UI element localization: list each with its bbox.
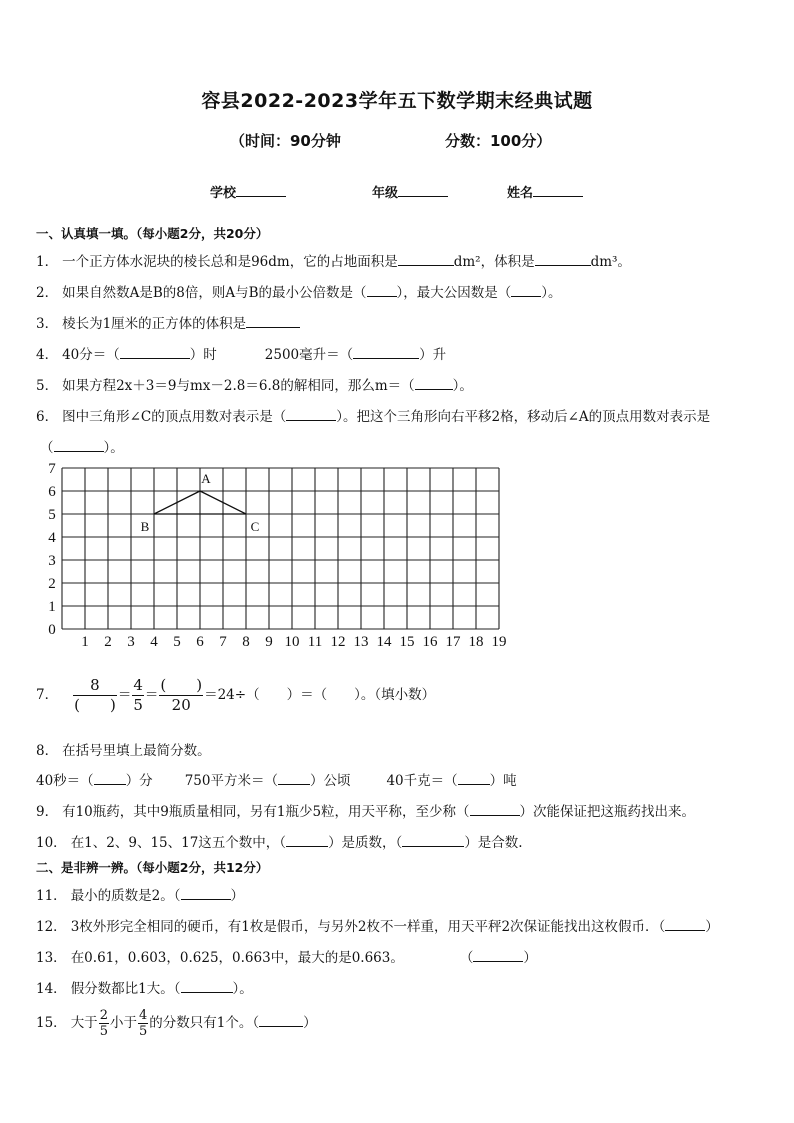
y-tick-label: 0	[48, 622, 56, 638]
answer-blank[interactable]	[181, 980, 233, 993]
question-5: 5． 如果方程2x＋3＝9与mx－2.8＝6.8的解相同，那么m＝（ ）。	[36, 378, 473, 394]
vertex-label-a: A	[201, 471, 211, 486]
x-tick-label: 5	[173, 634, 181, 650]
answer-blank[interactable]	[402, 834, 464, 847]
y-tick-label: 6	[48, 484, 56, 500]
y-tick-label: 4	[48, 530, 56, 546]
question-1: 1． 一个正方体水泥块的棱长总和是96dm，它的占地面积是 dm²，体积是 dm³。	[36, 254, 631, 270]
answer-blank[interactable]	[415, 377, 453, 390]
x-tick-label: 4	[150, 634, 158, 650]
x-tick-label: 2	[104, 634, 112, 650]
x-tick-label: 15	[399, 634, 415, 650]
x-tick-label: 3	[127, 634, 135, 650]
y-tick-label: 1	[48, 599, 56, 615]
answer-blank[interactable]	[458, 772, 490, 785]
answer-blank[interactable]	[367, 284, 397, 297]
name-blank[interactable]	[533, 182, 583, 197]
x-tick-label: 8	[242, 634, 250, 650]
grade-blank[interactable]	[398, 182, 448, 197]
school-blank[interactable]	[236, 182, 286, 197]
x-tick-label: 19	[491, 634, 507, 650]
answer-blank[interactable]	[473, 949, 523, 962]
answer-blank[interactable]	[286, 834, 328, 847]
x-tick-label: 6	[196, 634, 204, 650]
question-6-continued: （ ）。	[40, 440, 124, 456]
school-field: 学校	[210, 182, 286, 201]
answer-blank[interactable]	[181, 887, 231, 900]
question-15: 15． 大于 $\frac{2}{5}$ 小于 $\frac{4}{5}$ 的分数只有1个。（ ）	[36, 1008, 317, 1039]
answer-blank[interactable]	[286, 408, 336, 421]
question-14: 14． 假分数都比1大。（ ）。	[36, 981, 253, 997]
answer-blank[interactable]	[259, 1014, 303, 1027]
x-tick-label: 18	[468, 634, 484, 650]
answer-blank[interactable]	[278, 772, 310, 785]
answer-blank[interactable]	[54, 439, 104, 452]
name-field: 姓名	[507, 182, 583, 201]
answer-blank[interactable]	[353, 346, 419, 359]
answer-blank[interactable]	[665, 918, 705, 931]
grade-field: 年级	[372, 182, 448, 201]
x-tick-label: 11	[307, 634, 323, 650]
exam-score: 分数：100分）	[445, 132, 552, 150]
x-tick-label: 10	[284, 634, 300, 650]
answer-blank[interactable]	[511, 284, 541, 297]
question-8-items: 40秒＝（ ）分 750平方米＝（ ）公顷 40千克＝（ ）吨	[36, 773, 517, 789]
question-7: 7． $\frac{8}{( )}$ ＝ $\frac{4}{5}$ ＝ $\frac{( )}{20}$ ＝24÷（ ）＝（ ）。（填小数）	[36, 676, 436, 714]
answer-blank[interactable]	[535, 253, 591, 266]
question-8: 8． 在括号里填上最简分数。	[36, 743, 211, 759]
question-11: 11． 最小的质数是2。（ ）	[36, 888, 245, 904]
x-tick-label: 13	[353, 634, 369, 650]
y-tick-label: 2	[48, 576, 56, 592]
section-one-heading: 一、认真填一填。（每小题2分，共20分）	[36, 226, 269, 241]
question-4: 4． 40分＝（ ）时 2500毫升＝（ ）升	[36, 347, 447, 363]
question-12: 12． 3枚外形完全相同的硬币，有1枚是假币，与另外2枚不一样重，用天平秤2次保证能找出这枚假币．（ ）	[36, 919, 719, 935]
answer-blank[interactable]	[94, 772, 126, 785]
vertex-label-b: B	[140, 519, 150, 534]
exam-title: 容县2022-2023学年五下数学期末经典试题	[201, 90, 593, 112]
fraction: $\frac{4}{5}$	[133, 676, 143, 714]
fraction: $\frac{( )}{20}$	[160, 676, 203, 714]
y-tick-label: 5	[48, 507, 56, 523]
fraction: $\frac{8}{( )}$	[74, 676, 116, 714]
x-tick-label: 12	[330, 634, 346, 650]
question-13: 13． 在0.61，0.603，0.625，0.663中，最大的是0.663。 （ ）	[36, 950, 537, 966]
triangle-edge	[154, 491, 200, 514]
x-tick-label: 14	[376, 634, 392, 650]
y-tick-label: 3	[48, 553, 56, 569]
section-two-heading: 二、是非辨一辨。（每小题2分，共12分）	[36, 860, 269, 875]
x-tick-label: 9	[265, 634, 273, 650]
vertex-label-c: C	[250, 519, 260, 534]
fraction: $\frac{4}{5}$	[138, 1008, 148, 1039]
exam-time: （时间：90分钟	[230, 132, 341, 150]
question-10: 10． 在1、2、9、15、17这五个数中，（ ）是质数，（ ）是合数.	[36, 835, 523, 851]
answer-blank[interactable]	[398, 253, 454, 266]
x-tick-label: 7	[219, 634, 227, 650]
y-tick-label: 7	[48, 461, 56, 477]
x-tick-label: 1	[81, 634, 89, 650]
x-tick-label: 16	[422, 634, 438, 650]
question-9: 9． 有10瓶药，其中9瓶质量相同，另有1瓶少5粒，用天平称，至少称（ ）次能保证把这瓶药找出来。	[36, 804, 696, 820]
answer-blank[interactable]	[246, 315, 300, 328]
answer-blank[interactable]	[120, 346, 190, 359]
answer-blank[interactable]	[470, 803, 520, 816]
x-tick-label: 17	[445, 634, 461, 650]
question-3: 3． 棱长为1厘米的正方体的体积是	[36, 312, 300, 332]
question-6: 6． 图中三角形∠C的顶点用数对表示是（ ）。把这个三角形向右平移2格，移动后∠A的顶点用数对表示是	[36, 409, 711, 425]
fraction: $\frac{2}{5}$	[99, 1008, 108, 1039]
question-2: 2． 如果自然数A是B的8倍，则A与B的最小公倍数是（ ），最大公因数是（ ）。	[36, 285, 562, 301]
triangle-edge	[200, 491, 246, 514]
